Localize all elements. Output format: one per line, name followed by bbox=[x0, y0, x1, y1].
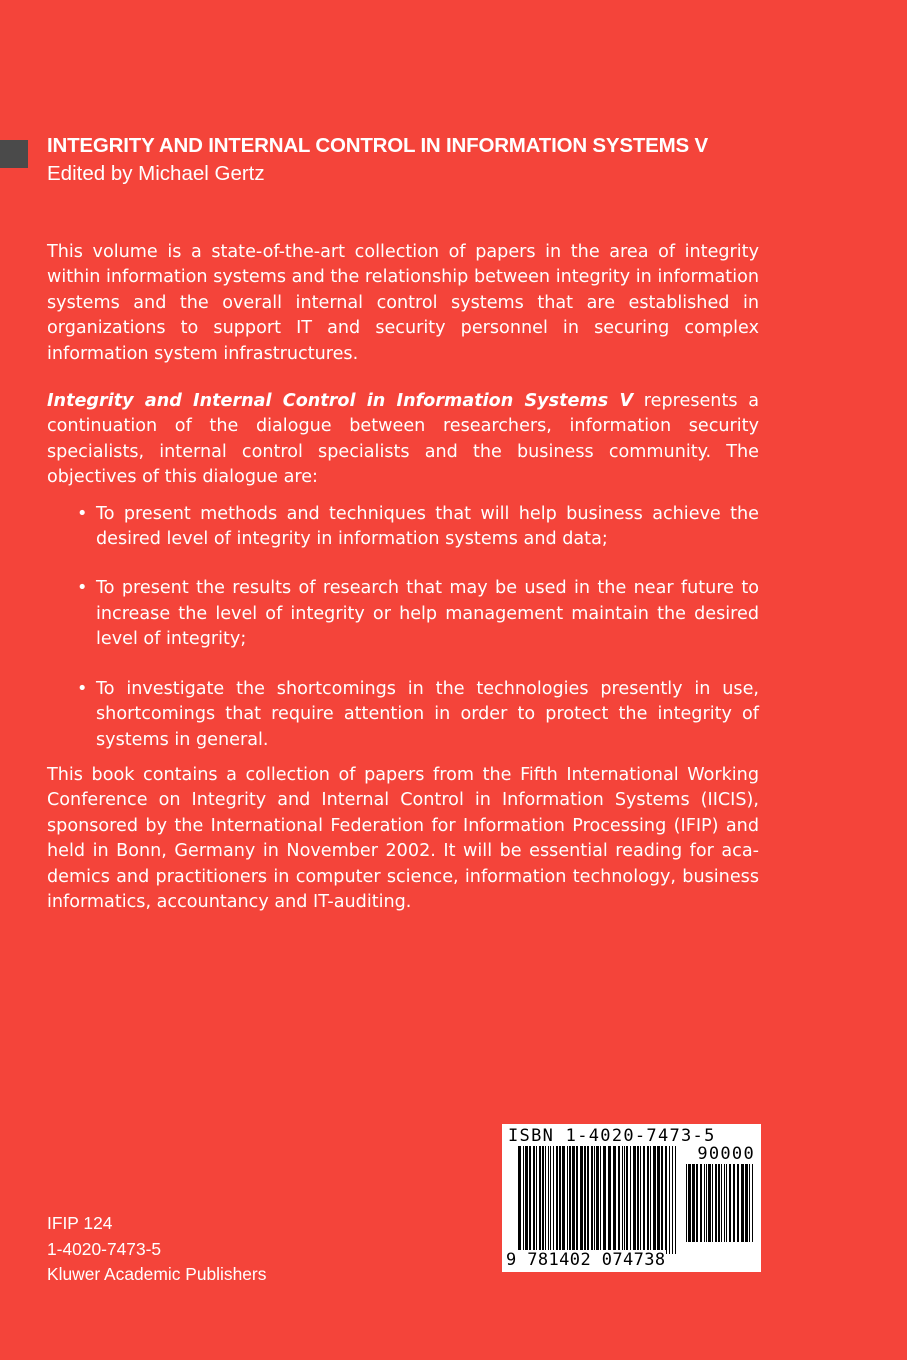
series-number: IFIP 124 bbox=[47, 1213, 113, 1233]
barcode-bar bbox=[567, 1146, 568, 1254]
barcode-bar bbox=[724, 1164, 725, 1242]
barcode-bar bbox=[572, 1146, 575, 1254]
barcode-bar bbox=[704, 1164, 705, 1242]
footer-isbn: 1-4020-7473-5 bbox=[47, 1238, 162, 1259]
barcode-bar bbox=[640, 1146, 641, 1254]
barcode-bar bbox=[533, 1146, 535, 1254]
barcode-bar bbox=[594, 1146, 595, 1254]
barcode-bar bbox=[559, 1146, 561, 1254]
list-item-text: To investigate the shortcomings in the technologies presently in use, shortcomings that require attention in order to protect the integrity of systems in general. bbox=[96, 678, 759, 750]
barcode-bar bbox=[657, 1146, 660, 1254]
barcode-isbn-label: ISBN 1-4020-7473-5 bbox=[508, 1126, 716, 1146]
barcode-ean-digits: 9 781402 074738 bbox=[506, 1250, 666, 1270]
barcode-bar bbox=[647, 1146, 649, 1254]
barcode-bar bbox=[708, 1164, 711, 1242]
barcode-bar bbox=[556, 1146, 558, 1254]
barcode-bar bbox=[523, 1146, 524, 1254]
barcode-price-code: 90000 bbox=[697, 1144, 755, 1164]
bullet-icon: • bbox=[77, 578, 88, 599]
barcode-bar bbox=[545, 1146, 546, 1254]
objectives-book-title: Integrity and Internal Control in Information Systems V bbox=[47, 391, 634, 412]
barcode-bar bbox=[529, 1146, 531, 1254]
barcode-bar bbox=[715, 1164, 717, 1242]
barcode-bar bbox=[587, 1146, 589, 1254]
barcode-bar bbox=[752, 1164, 753, 1242]
barcode bbox=[502, 1124, 761, 1272]
barcode-bar bbox=[633, 1146, 636, 1254]
barcode-bar bbox=[562, 1146, 565, 1254]
list-item bbox=[47, 502, 759, 553]
barcode-bar bbox=[650, 1146, 651, 1254]
barcode-bar bbox=[596, 1146, 599, 1254]
barcode-bar bbox=[613, 1146, 616, 1254]
book-editor: Edited by Michael Gertz bbox=[47, 162, 265, 185]
barcode-bar bbox=[749, 1164, 750, 1242]
barcode-bar bbox=[608, 1146, 611, 1254]
barcode-bar bbox=[624, 1146, 625, 1254]
barcode-bar bbox=[550, 1146, 551, 1254]
barcode-bar bbox=[600, 1146, 601, 1254]
barcode-bar bbox=[692, 1164, 695, 1242]
barcode-bar bbox=[686, 1164, 687, 1242]
barcode-bar bbox=[653, 1146, 656, 1254]
barcode-bar bbox=[712, 1164, 713, 1242]
barcode-bar bbox=[618, 1146, 620, 1254]
barcode-bar bbox=[733, 1164, 735, 1242]
bullet-icon: • bbox=[77, 678, 88, 699]
objectives-list bbox=[47, 502, 759, 753]
barcode-bar bbox=[622, 1146, 623, 1254]
barcode-bar bbox=[741, 1164, 744, 1242]
objectives-paragraph bbox=[47, 389, 759, 491]
closing-paragraph: This book contains a collection of papers from the Fifth International Working Conference on Integrity and Internal Control in Information Systems (IICIS), sponsored by the International Federation for Information Processing (IFIP) and held in Bonn, Germany in November 2002. It will be essential reading for academics and practitioners in computer science, information technology, business informatics, accountancy and IT-auditing. bbox=[47, 764, 759, 912]
barcode-bar bbox=[718, 1164, 720, 1242]
description bbox=[47, 240, 759, 915]
barcode-bar bbox=[669, 1146, 670, 1254]
barcode-bar bbox=[518, 1146, 521, 1254]
corner-mark bbox=[0, 140, 28, 168]
barcode-bar bbox=[548, 1146, 549, 1254]
barcode-bar bbox=[672, 1146, 673, 1254]
list-item-text: To present the results of research that may be used in the near future to increase the level of integrity or help management maintain the desired level of integrity; bbox=[96, 578, 759, 650]
barcode-bar bbox=[706, 1164, 707, 1242]
barcode-bar bbox=[737, 1164, 739, 1242]
barcode-bar bbox=[584, 1146, 586, 1254]
barcode-bars bbox=[518, 1146, 678, 1254]
barcode-bar bbox=[553, 1146, 554, 1254]
barcode-bar bbox=[576, 1146, 578, 1254]
barcode-bar bbox=[688, 1164, 691, 1242]
publisher-name: Kluwer Academic Publishers bbox=[47, 1264, 267, 1285]
barcode-bar bbox=[569, 1146, 571, 1254]
book-title: INTEGRITY AND INTERNAL CONTROL IN INFORMATION SYSTEMS V bbox=[47, 134, 708, 157]
barcode-bar bbox=[580, 1146, 583, 1254]
barcode-bar bbox=[665, 1146, 667, 1254]
objectives-text: represents a continuation of the dialogue between researchers, information security specialists, internal control specialists and the business community. The objectives of this dialogue are: bbox=[47, 391, 759, 488]
barcode-bar bbox=[726, 1164, 727, 1242]
list-item-text: To present methods and techniques that will help business achieve the desired level of integrity in information systems and data; bbox=[96, 503, 759, 550]
footer-info bbox=[47, 1211, 266, 1288]
barcode-bar bbox=[536, 1146, 537, 1254]
barcode-bar bbox=[700, 1164, 702, 1242]
barcode-bar bbox=[525, 1146, 528, 1254]
barcode-bar bbox=[539, 1146, 541, 1254]
barcode-bar bbox=[729, 1164, 731, 1242]
bullet-icon: • bbox=[77, 503, 88, 524]
barcode-bar bbox=[630, 1146, 631, 1254]
barcode-bar bbox=[591, 1146, 593, 1254]
barcode-addon-bars bbox=[686, 1164, 754, 1242]
barcode-bar bbox=[626, 1146, 628, 1254]
barcode-bar bbox=[696, 1164, 698, 1242]
barcode-bar bbox=[745, 1164, 748, 1242]
barcode-bar bbox=[675, 1146, 676, 1254]
barcode-bar bbox=[721, 1164, 722, 1242]
barcode-bar bbox=[661, 1146, 663, 1254]
barcode-bar bbox=[637, 1146, 639, 1254]
barcode-bar bbox=[603, 1146, 606, 1254]
barcode-bar bbox=[542, 1146, 544, 1254]
list-item bbox=[47, 576, 759, 652]
list-item bbox=[47, 677, 759, 753]
intro-paragraph: This volume is a state-of-the-art collection of papers in the area of integrity within information systems and the relationship between integrity in information systems and the overall internal control systems that are established in organizations to support IT and security personnel in securing complex information system infrastructures. bbox=[47, 242, 759, 364]
barcode-bar bbox=[643, 1146, 645, 1254]
